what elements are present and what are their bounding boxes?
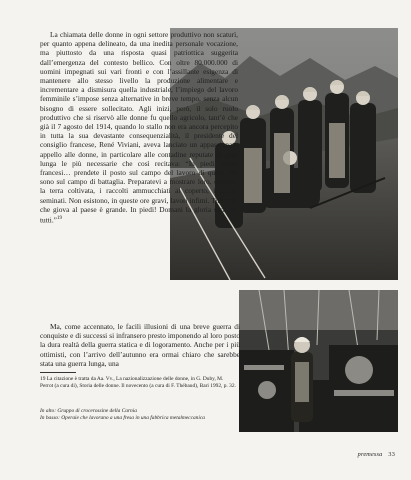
footnote-rule <box>40 372 76 373</box>
main-text-continued <box>40 322 240 368</box>
photo-factory-worker <box>239 290 398 432</box>
footnote-number: 19 <box>40 376 46 382</box>
main-text-column <box>40 30 238 225</box>
photo-captions <box>40 408 236 422</box>
paragraph-1-text: La chiamata delle donne in ogni settore produttivo non scaturì, per quanto appena delineato, da una inedita personale vocazione, ma piuttosto da una risposta quasi patriottica suggerita dall’emergenza del contesto bellico. Con oltre 80.000.000 di uomini impegnati sui vari fronti e con l’assillante esigenza di mantenere allo stesso livello la produzione alimentare e incrementare a dismisura quella industriale, l’impiego del lavoro femminile s’impose senza alternative in breve tempo, senza alcun bisogno di essere sollecitato. Agli inizi, però, il solo ruolo produttivo che si riservò alle donne fu quello agricolo, tant’è che già il 7 agosto del 1914, quando lo stallo non era ancora percepito in tutta la sua devastante consequenzialità, il presidente del consiglio francese, René Viviani, aveva lanciato un appassionato appello alle donne, in particolare alle contadine reputate di gran lunga le più necessarie che così recitava: “In piedi donne francesi… prendete il posto sul campo del lavoro di quelli che sono sul campo di battaglia. Preparatevi a mostrare loro, domani, la terra coltivata, i raccolti ammucchiati al coperto, i campi seminati. Non esistono, in queste ore gravi, lavori infimi. Tutto ciò che giova al paese è grande. In piedi! Domani la gloria sarà per tutti.” <box>40 30 238 225</box>
footnote-text: La citazione è tratta da Aa. Vv., La nazionalizzazione delle donne, in G. Duby, M. Perrot (a cura di), Storia delle donne. Il novecento (a cura di F. Thébaud), Bari 1992, p. 32. <box>40 376 236 390</box>
footnote-ref: 19 <box>56 216 62 222</box>
footer-section: premessa <box>357 451 383 458</box>
body-paragraph-2: Ma, come accennato, le facili illusioni di una breve guerra di conquiste e di successi si infransero presto imponendo al loro posto la dura realtà della guerra statica e di logoramento. Anche per i più ottimisti, con l’arrivo dell’autunno era ormai chiaro che sarebbe stata una guerra lunga, una <box>40 322 240 368</box>
footnote <box>40 372 236 390</box>
caption-top: In alto: Gruppo di crocerossine della Carnia <box>40 408 137 414</box>
caption-bottom: In basso: Operaie che lavorano a una fresa in una fabbrica metalmeccanica <box>40 415 205 422</box>
running-footer <box>358 451 395 458</box>
page-number: 33 <box>388 451 395 458</box>
body-paragraph-1 <box>40 30 238 225</box>
